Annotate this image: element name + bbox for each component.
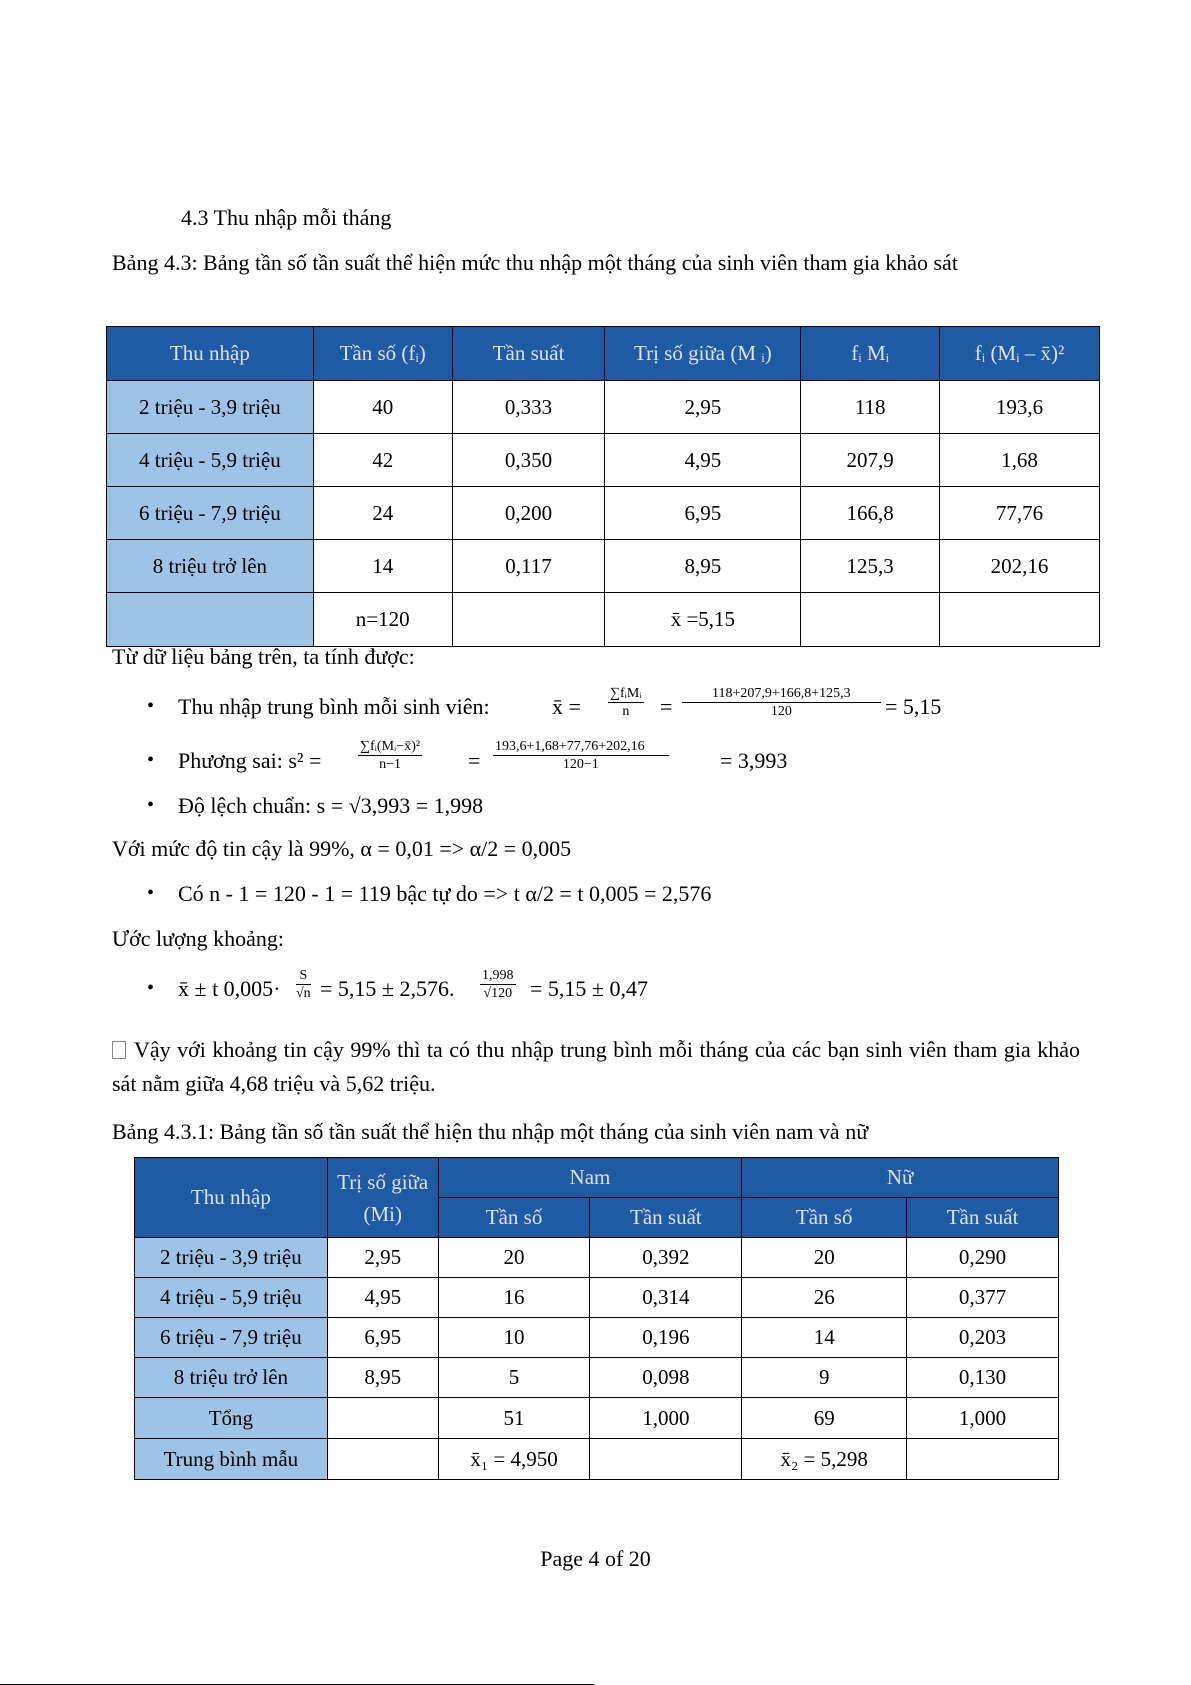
table-cell: 8,95 [327,1358,438,1398]
dof-text: Có n - 1 = 120 - 1 = 119 bậc tự do => t α/2 = t 0,005 = 2,576 [178,881,712,906]
table-cell: 10 [438,1318,590,1358]
equals-sign: = [468,748,481,773]
table-cell: 6,95 [605,487,801,540]
variance-fraction-1 [358,739,422,774]
table-header-row [135,1158,1059,1198]
table-cell: 16 [438,1278,590,1318]
table-cell: x̄₁ = 4,950 [438,1439,590,1480]
table-cell: 118 [801,381,940,434]
table-cell: 40 [313,381,452,434]
table-cell: 1,000 [907,1398,1059,1439]
table-cell: 0,098 [590,1358,742,1398]
fraction-denominator: 120 [770,704,792,719]
table-total-row [107,593,1100,647]
fraction-numerator: ∑fᵢ(Mᵢ−x̄)² [360,739,421,754]
mean-fraction-1 [608,686,644,721]
row-label: 8 triệu trở lên [135,1358,328,1398]
table-cell: 20 [742,1238,907,1278]
variance-label: Phương sai: s² = [178,748,322,773]
header-cell: Nam [438,1158,742,1198]
table-cell: 0,377 [907,1278,1059,1318]
fraction-numerator: 193,6+1,68+77,76+202,16 [493,739,669,756]
bullet-icon: • [147,749,155,771]
table-cell: 1,68 [940,434,1100,487]
table-cell [907,1439,1059,1480]
header-cell: Tần suất [907,1198,1059,1238]
table-cell: 5 [438,1358,590,1398]
interval-label: Ước lượng khoảng: [112,926,285,951]
fraction-denominator: √120 [483,986,513,1001]
table-cell: 0,203 [907,1318,1059,1358]
mean-symbol: x̄ = [552,694,581,719]
income-frequency-table [106,326,1100,647]
arrow-icon [112,1041,126,1059]
table-mean-row [135,1439,1059,1480]
bullet-icon: • [147,695,155,717]
table-cell [801,593,940,647]
variance-result: = 3,993 [720,748,788,773]
row-label: Trung bình mẫu [135,1439,328,1480]
interval-middle: = 5,15 ± 2,576. [320,976,455,1001]
header-cell: Trị số giữa (M ᵢ) [605,327,801,381]
table-cell [940,593,1100,647]
table-cell: 8,95 [605,540,801,593]
conclusion-block [112,1033,1080,1101]
row-label: 2 triệu - 3,9 triệu [135,1238,328,1278]
table-row [135,1278,1059,1318]
header-cell: Tần số [742,1198,907,1238]
table-cell: 14 [742,1318,907,1358]
page-number: Page 4 of 20 [540,1546,651,1571]
table-cell: 14 [313,540,452,593]
table-cell [452,593,605,647]
table-cell: 77,76 [940,487,1100,540]
table-cell: 0,392 [590,1238,742,1278]
table-cell: 1,000 [590,1398,742,1439]
header-cell: fᵢ (Mᵢ – x̄)² [940,327,1100,381]
variance-fraction-2 [493,739,669,774]
table-header-row [107,327,1100,381]
table-cell: 4,95 [605,434,801,487]
mean-result: = 5,15 [885,694,942,719]
bullet-icon: • [147,794,155,816]
fraction-numerator: 118+207,9+166,8+125,3 [682,686,881,703]
table-cell: 125,3 [801,540,940,593]
fraction-denominator: √n [296,986,311,1001]
table-cell: 9 [742,1358,907,1398]
table-cell: 0,350 [452,434,605,487]
table-cell: 0,130 [907,1358,1059,1398]
interval-fraction-2 [480,968,516,1003]
table-cell: 51 [438,1398,590,1439]
table-cell [327,1439,438,1480]
bullet-icon: • [147,977,155,999]
interval-fraction-1 [296,968,311,1003]
table-cell: 0,117 [452,540,605,593]
table-cell: 0,314 [590,1278,742,1318]
fraction-numerator: S [296,968,311,985]
mean-label: Thu nhập trung bình mỗi sinh viên: [178,694,490,719]
equals-sign: = [660,694,673,719]
mean-fraction-2 [682,686,881,721]
table-cell: 0,333 [452,381,605,434]
header-cell: fᵢ Mᵢ [801,327,940,381]
header-cell: Tần số [438,1198,590,1238]
fraction-denominator: n−1 [379,757,401,772]
row-label: 4 triệu - 5,9 triệu [135,1278,328,1318]
table-cell: 26 [742,1278,907,1318]
table-cell [590,1439,742,1480]
stddev-text: Độ lệch chuẩn: s = √3,993 = 1,998 [178,793,484,818]
fraction-numerator: 1,998 [482,968,514,983]
table-cell: 2,95 [327,1238,438,1278]
row-label: 6 triệu - 7,9 triệu [107,487,314,540]
header-cell: Nữ [742,1158,1059,1198]
table-cell: 166,8 [801,487,940,540]
table-cell: 6,95 [327,1318,438,1358]
row-label: 8 triệu trở lên [107,540,314,593]
header-cell: Tần suất [590,1198,742,1238]
table-cell: 20 [438,1238,590,1278]
income-gender-table [134,1157,1059,1480]
fraction-numerator: ∑fᵢMᵢ [610,686,642,701]
table-cell: 202,16 [940,540,1100,593]
table-cell: 0,200 [452,487,605,540]
table-cell: x̄ =5,15 [605,593,801,647]
row-label: 6 triệu - 7,9 triệu [135,1318,328,1358]
conclusion-sentence: Vậy với khoảng tin cậy 99% thì ta có thu nhập trung bình mỗi tháng của các bạn sinh viên tham gia khảo sát nằm giữa 4,68 triệu và 5,62 triệu. [112,1037,1080,1096]
table-cell: 0,196 [590,1318,742,1358]
row-label: 4 triệu - 5,9 triệu [107,434,314,487]
confidence-text: Với mức độ tin cậy là 99%, α = 0,01 => α/2 = 0,005 [112,836,572,861]
table-total-row [135,1398,1059,1439]
bullet-icon: • [147,882,155,904]
row-label: Tổng [135,1398,328,1439]
fraction-denominator: 120−1 [562,757,599,772]
table-row [107,434,1100,487]
header-cell: Thu nhập [135,1158,328,1238]
table-row [107,487,1100,540]
table-cell: 2,95 [605,381,801,434]
intro-text: Từ dữ liệu bảng trên, ta tính được: [112,644,415,669]
table-row [107,381,1100,434]
table-cell: 0,290 [907,1238,1059,1278]
table-cell: 24 [313,487,452,540]
row-label [107,593,314,647]
table-row [107,540,1100,593]
interval-lead: x̄ ± t 0,005· [178,976,281,1001]
conclusion-text [112,1033,1080,1101]
header-cell: Tần số (fᵢ) [313,327,452,381]
table-cell: 4,95 [327,1278,438,1318]
table2-caption: Bảng 4.3.1: Bảng tần số tần suất thể hiện thu nhập một tháng của sinh viên nam và nữ [112,1119,869,1144]
table-cell: 193,6 [940,381,1100,434]
table-row [135,1318,1059,1358]
table-cell: n=120 [313,593,452,647]
header-cell: Tần suất [452,327,605,381]
section-title: 4.3 Thu nhập mỗi tháng [181,205,392,230]
interval-result: = 5,15 ± 0,47 [530,976,648,1001]
row-label: 2 triệu - 3,9 triệu [107,381,314,434]
table-cell: 69 [742,1398,907,1439]
header-cell: Thu nhập [107,327,314,381]
table-row [135,1358,1059,1398]
table1-caption: Bảng 4.3: Bảng tần số tần suất thể hiện mức thu nhập một tháng của sinh viên tham gia khảo sát [112,250,958,275]
table-row [135,1238,1059,1278]
table-cell: 42 [313,434,452,487]
fraction-denominator: n [622,704,630,719]
table-cell: x̄₂ = 5,298 [742,1439,907,1480]
header-cell: Trị số giữa (Mi) [327,1158,438,1238]
table-cell: 207,9 [801,434,940,487]
table-cell [327,1398,438,1439]
